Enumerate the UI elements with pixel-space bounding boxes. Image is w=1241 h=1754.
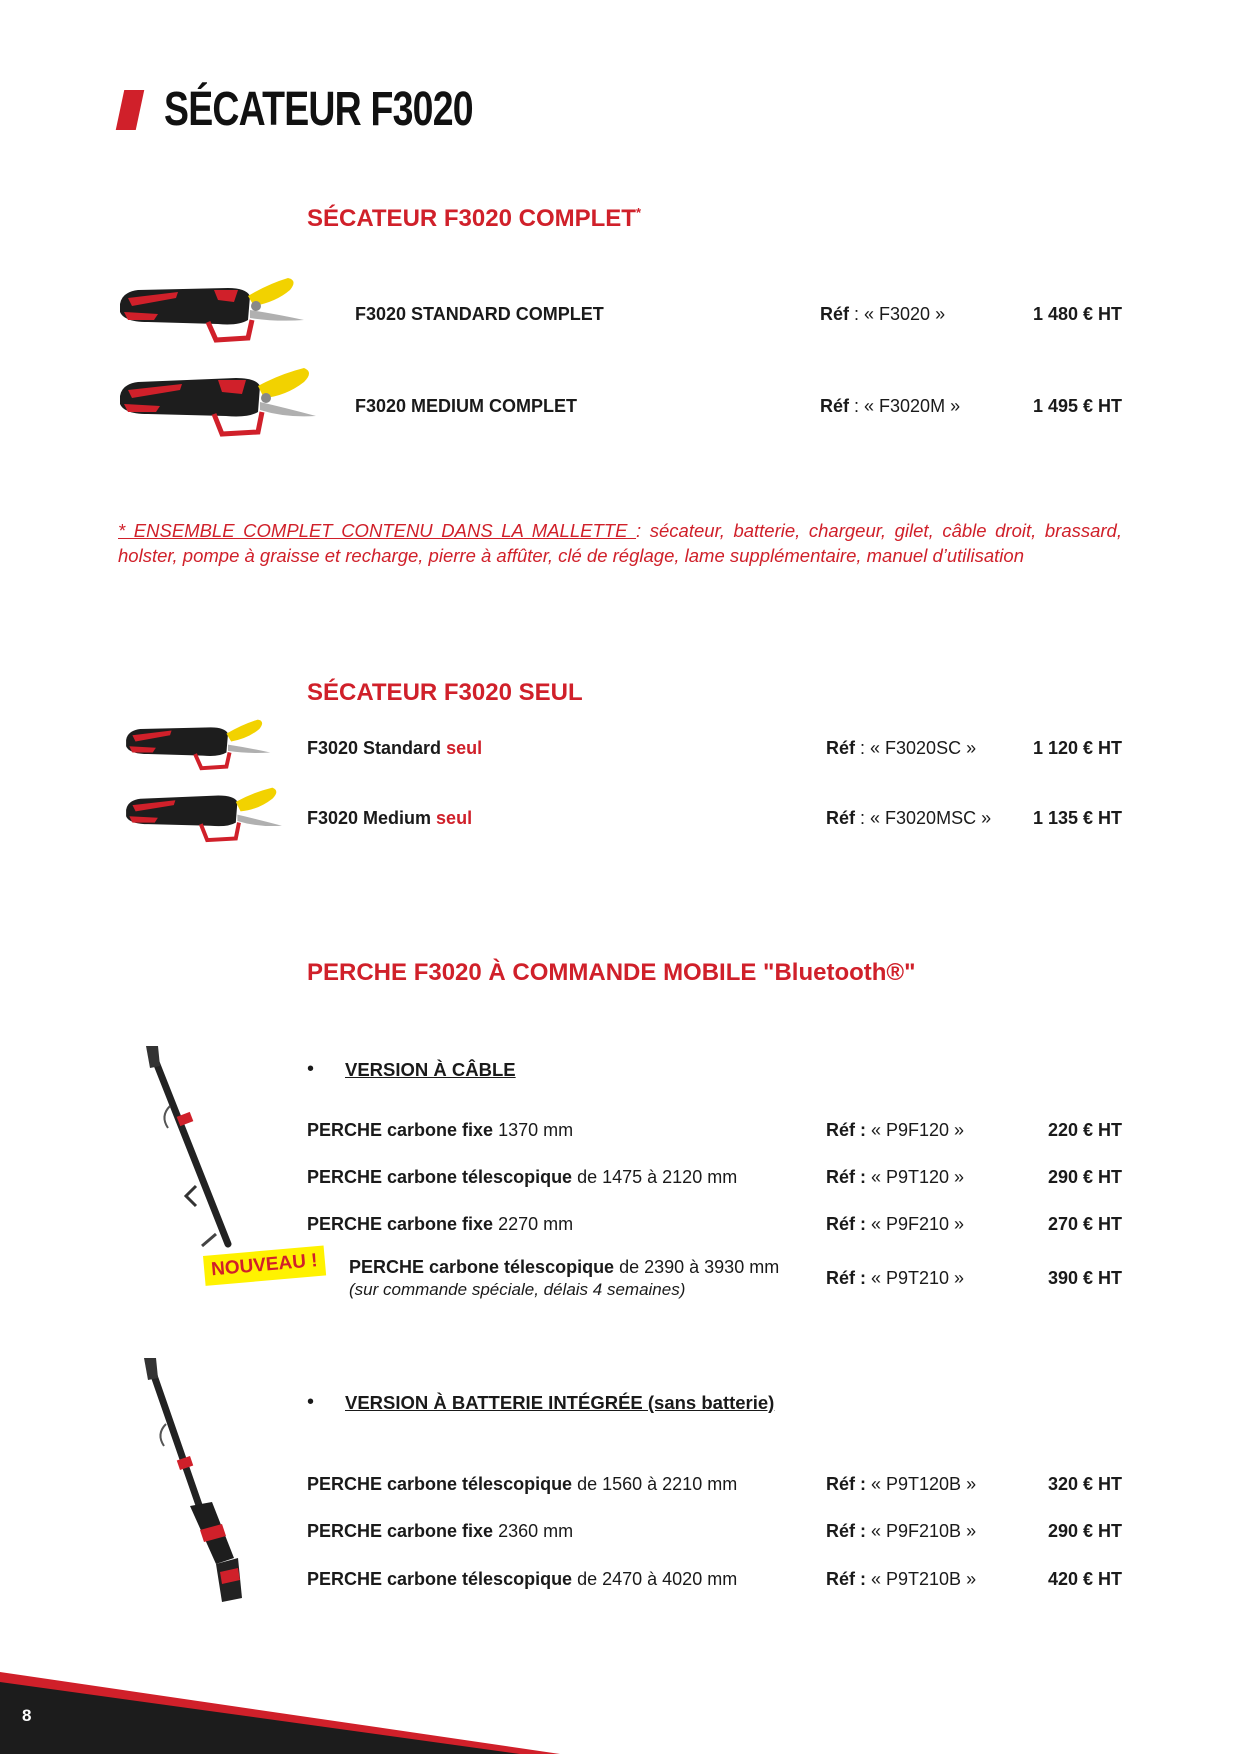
version-heading-cable: VERSION À CÂBLE [345,1059,516,1080]
product-label: F3020 MEDIUM COMPLET [355,396,578,416]
pole-length: de 2390 à 3930 mm [614,1257,780,1277]
product-price: 1 120 € HT [1032,738,1122,758]
product-suffix: seul [431,808,473,828]
bullet: • [307,1391,315,1413]
pole-length: de 2470 à 4020 mm [572,1569,738,1589]
section-title-perche: PERCHE F3020 À COMMANDE MOBILE "Bluetooth®" [307,959,916,986]
section-title-complet-text: SÉCATEUR F3020 COMPLET [307,205,636,232]
pole-length: 2270 mm [493,1214,574,1234]
pruner-standard-image [118,276,308,350]
ref-value: « P9F120 » [866,1120,965,1140]
product-price: 270 € HT [1047,1214,1122,1234]
ref-value: « P9F210 » [866,1214,965,1234]
ref-value: « P9T210B » [866,1569,977,1589]
ref-value: « P9T120B » [866,1474,977,1494]
section-title-seul: SÉCATEUR F3020 SEUL [307,679,583,706]
pole-type: PERCHE carbone télescopique [349,1257,615,1277]
kit-contents-note [118,518,1122,568]
ref-value: : « F3020MSC » [855,808,992,828]
pole-label [307,1120,573,1141]
ref-label: Réf : [826,1474,866,1494]
pole-label [307,1569,737,1590]
ref-value: « P9T120 » [866,1167,965,1187]
pruner-medium-seul-image [124,786,284,848]
pole-type: PERCHE carbone fixe [307,1214,494,1234]
asterisk-mark: * [635,205,642,220]
pruner-standard-seul-image [124,718,274,776]
ref-label: Réf : [826,1167,866,1187]
product-label: F3020 STANDARD COMPLET [355,304,604,324]
new-badge: NOUVEAU ! [203,1245,326,1285]
ref-label: Réf : [826,1120,866,1140]
note-heading: * ENSEMBLE COMPLET CONTENU DANS LA MALLETTE [118,520,637,541]
pole-label [307,1521,573,1542]
ref-label: Réf [826,808,856,828]
product-name: F3020 Medium [307,808,432,828]
pole-type: PERCHE carbone fixe [307,1120,494,1140]
pole-type: PERCHE carbone télescopique [307,1474,573,1494]
ref-label: Réf [820,304,850,324]
product-price: 290 € HT [1047,1521,1122,1541]
product-suffix: seul [441,738,483,758]
ref-label: Réf : [826,1569,866,1589]
product-price: 1 495 € HT [1032,396,1122,416]
pole-label [307,1167,737,1188]
pole-type: PERCHE carbone télescopique [307,1167,573,1187]
pole-label [307,1474,737,1495]
pole-length: de 1560 à 2210 mm [572,1474,738,1494]
bullet: • [307,1058,315,1080]
ref-label: Réf : [826,1521,866,1541]
pole-label [307,1214,573,1235]
pole-type: PERCHE carbone télescopique [307,1569,573,1589]
pole-type: PERCHE carbone fixe [307,1521,494,1541]
ref-value: « P9F210B » [866,1521,977,1541]
pole-battery-image [138,1358,248,1606]
ref-label: Réf : [826,1268,866,1288]
product-price: 1 480 € HT [1032,304,1122,324]
ref-value: « P9T210 » [866,1268,965,1288]
footer-band [0,1660,1241,1754]
ref-value: : « F3020M » [849,396,961,416]
product-price: 420 € HT [1047,1569,1122,1589]
special-order-note: (sur commande spéciale, délais 4 semaines) [349,1280,686,1299]
note-text: : sécateur, batterie, chargeur, gilet, câble droit, brassard, holster, pompe à graisse et recharge, pierre à affûter, clé de réglage, lame supplémentaire, manuel d’utilisation [118,520,1122,566]
product-price: 1 135 € HT [1032,808,1122,828]
title-accent-bar [116,90,145,130]
product-label [307,808,472,829]
ref-label: Réf : [826,1214,866,1234]
pole-length: 1370 mm [493,1120,574,1140]
ref-value: : « F3020 » [849,304,946,324]
pole-length: de 1475 à 2120 mm [572,1167,738,1187]
product-price: 390 € HT [1047,1268,1122,1288]
pole-cable-image [140,1046,240,1252]
page-title: SÉCATEUR F3020 [164,83,473,136]
pole-label [349,1257,779,1278]
ref-label: Réf [820,396,850,416]
section-title-complet [307,205,641,233]
product-price: 320 € HT [1047,1474,1122,1494]
pole-length: 2360 mm [493,1521,574,1541]
product-price: 220 € HT [1047,1120,1122,1140]
product-name: F3020 Standard [307,738,442,758]
product-price: 290 € HT [1047,1167,1122,1187]
ref-value: : « F3020SC » [855,738,977,758]
product-label [307,738,482,759]
version-heading-battery: VERSION À BATTERIE INTÉGRÉE (sans batterie) [345,1392,775,1413]
pruner-medium-image [118,366,318,444]
page-number: 8 [22,1706,32,1725]
ref-label: Réf [826,738,856,758]
